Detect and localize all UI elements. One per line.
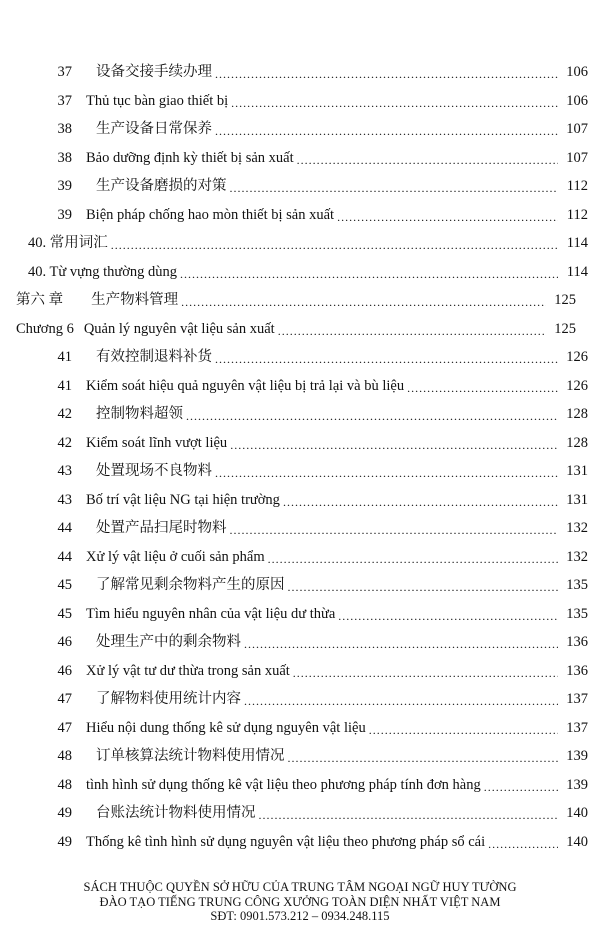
toc-entry-page-number: 125	[554, 320, 576, 337]
toc-entry-page-number: 137	[566, 691, 588, 707]
toc-entry-title: Bố trí vật liệu NG tại hiện trường	[86, 491, 280, 508]
table-of-contents	[0, 58, 600, 856]
toc-dot-leader	[230, 439, 558, 451]
toc-dot-leader	[186, 410, 558, 422]
toc-dot-leader	[230, 524, 559, 536]
toc-entry-page-number: 126	[566, 377, 588, 394]
toc-entry[interactable]	[0, 571, 588, 600]
toc-entry[interactable]	[0, 486, 588, 515]
toc-entry-page-number: 114	[566, 263, 588, 280]
toc-entry-number: 43	[57, 491, 72, 508]
toc-entry-page-number: 106	[566, 92, 588, 109]
toc-entry-number: 47	[57, 691, 72, 707]
toc-entry-title: 生产设备日常保养	[96, 121, 212, 137]
toc-entry-page-number: 106	[566, 64, 588, 80]
toc-entry[interactable]	[0, 742, 588, 771]
toc-dot-leader	[268, 553, 558, 565]
toc-entry-title: Thủ tục bàn giao thiết bị	[86, 92, 229, 109]
toc-entry[interactable]	[0, 600, 588, 629]
toc-dot-leader	[215, 467, 558, 479]
toc-entry-title: 处置产品扫尾时物料	[96, 520, 227, 536]
toc-entry-number: 49	[57, 833, 72, 850]
toc-entry[interactable]	[0, 372, 588, 401]
toc-entry[interactable]	[0, 58, 588, 87]
toc-entry[interactable]	[0, 514, 588, 543]
toc-entry-number: 39	[57, 206, 72, 223]
toc-entry-number: 41	[57, 349, 72, 365]
toc-dot-leader	[215, 125, 558, 137]
toc-entry-title: 有效控制退料补货	[96, 349, 212, 365]
footer-ownership-line: SÁCH THUỘC QUYỀN SỞ HỮU CỦA TRUNG TÂM NGOẠI NGỮ HUY TƯỜNG	[83, 880, 517, 894]
toc-entry-title: tình hình sử dụng thống kê vật liệu theo phương pháp tính đơn hàng	[86, 776, 481, 793]
toc-dot-leader	[244, 695, 558, 707]
toc-dot-leader	[488, 838, 558, 850]
toc-entry-page-number: 126	[566, 349, 588, 365]
toc-entry[interactable]	[0, 714, 588, 743]
toc-entry-number: 43	[57, 463, 72, 479]
toc-entry-title: 处置现场不良物料	[96, 463, 212, 479]
toc-entry-title: Xử lý vật liệu ở cuối sản phẩm	[86, 548, 265, 565]
toc-entry-number: 第六 章	[16, 292, 64, 308]
toc-entry[interactable]	[0, 457, 588, 486]
toc-entry-title: 40. Từ vựng thường dùng	[28, 263, 177, 280]
toc-entry-number: 42	[57, 434, 72, 451]
toc-entry-title: Kiểm soát lĩnh vượt liệu	[86, 434, 228, 451]
toc-entry-page-number: 139	[566, 776, 588, 793]
toc-dot-leader	[407, 382, 558, 394]
toc-entry-page-number: 128	[566, 406, 588, 422]
toc-dot-leader	[337, 211, 558, 223]
toc-entry[interactable]	[0, 115, 588, 144]
toc-entry-title: 生产物料管理	[91, 292, 179, 308]
toc-entry[interactable]	[0, 628, 588, 657]
toc-entry-title: Biện pháp chống hao mòn thiết bị sản xuất	[86, 206, 335, 223]
toc-entry-number: 47	[57, 719, 72, 736]
toc-entry-title: Thống kê tình hình sử dụng nguyên vật liệu theo phương pháp sổ cái	[86, 833, 486, 850]
toc-entry-number: 37	[57, 64, 72, 80]
toc-entry-page-number: 136	[566, 634, 588, 650]
toc-entry-page-number: 135	[566, 577, 588, 593]
toc-entry-page-number: 136	[566, 662, 588, 679]
toc-entry-number: 45	[57, 577, 72, 593]
toc-entry[interactable]	[0, 799, 588, 828]
toc-entry-page-number: 128	[566, 434, 588, 451]
toc-entry-page-number: 114	[566, 235, 588, 251]
toc-entry-number: Chương 6	[16, 320, 74, 337]
toc-entry[interactable]	[0, 201, 588, 230]
toc-entry[interactable]	[0, 343, 588, 372]
toc-dot-leader	[288, 581, 559, 593]
toc-entry-number: 37	[57, 92, 72, 109]
toc-entry[interactable]	[0, 315, 576, 344]
toc-entry-number: 39	[57, 178, 72, 194]
toc-entry-number: 46	[57, 634, 72, 650]
toc-entry-title: 设备交接手续办理	[96, 64, 212, 80]
toc-entry-page-number: 139	[566, 748, 588, 764]
toc-entry-title: Tìm hiểu nguyên nhân của vật liệu dư thừa	[86, 605, 336, 622]
toc-entry-page-number: 107	[566, 149, 588, 166]
toc-entry-title: 订单核算法统计物料使用情况	[96, 748, 285, 764]
toc-dot-leader	[215, 68, 558, 80]
toc-entry-title: Kiểm soát hiệu quả nguyên vật liệu bị trả lại và bù liệu	[86, 377, 405, 394]
toc-entry-title: 生产设备磨损的对策	[96, 178, 227, 194]
toc-dot-leader	[484, 781, 558, 793]
toc-entry-number: 42	[57, 406, 72, 422]
toc-dot-leader	[259, 809, 559, 821]
toc-entry[interactable]	[0, 172, 588, 201]
toc-entry-number: 44	[57, 520, 72, 536]
toc-entry-page-number: 125	[554, 292, 576, 308]
toc-entry-title: Quản lý nguyên vật liệu sản xuất	[83, 320, 275, 337]
toc-entry[interactable]	[0, 258, 588, 287]
toc-entry-page-number: 107	[566, 121, 588, 137]
toc-entry-page-number: 131	[566, 463, 588, 479]
toc-dot-leader	[338, 610, 558, 622]
toc-entry-page-number: 132	[566, 548, 588, 565]
toc-dot-leader	[278, 325, 546, 337]
toc-entry-number: 41	[57, 377, 72, 394]
toc-entry-page-number: 112	[566, 206, 588, 223]
footer-training-line: ĐÀO TẠO TIẾNG TRUNG CÔNG XƯỞNG TOÀN DIỆN NHẤT VIỆT NAM	[99, 894, 501, 909]
toc-dot-leader	[244, 638, 558, 650]
toc-dot-leader	[297, 154, 558, 166]
toc-entry-number: 49	[57, 805, 72, 821]
toc-entry-page-number: 140	[566, 805, 588, 821]
toc-entry[interactable]	[0, 828, 588, 857]
toc-entry-number: 38	[57, 121, 72, 137]
toc-entry-page-number: 132	[566, 520, 588, 536]
toc-entry-number: 44	[57, 548, 72, 565]
toc-entry-title: 40. 常用词汇	[28, 235, 108, 251]
toc-entry[interactable]	[0, 286, 576, 315]
toc-entry-title: Hiểu nội dung thống kê sử dụng nguyên vật liệu	[86, 719, 366, 736]
toc-entry[interactable]	[0, 229, 588, 258]
toc-dot-leader	[181, 296, 546, 308]
toc-entry-title: 处理生产中的剩余物料	[96, 634, 241, 650]
toc-dot-leader	[180, 268, 558, 280]
toc-entry-page-number: 131	[566, 491, 588, 508]
toc-dot-leader	[231, 97, 558, 109]
toc-entry[interactable]	[0, 87, 588, 116]
toc-dot-leader	[111, 239, 558, 251]
toc-dot-leader	[293, 667, 558, 679]
footer-phone-line: SĐT: 0901.573.212 – 0934.248.115	[210, 909, 390, 923]
toc-dot-leader	[288, 752, 559, 764]
toc-entry-page-number: 140	[566, 833, 588, 850]
toc-dot-leader	[215, 353, 558, 365]
toc-entry[interactable]	[0, 543, 588, 572]
toc-entry-number: 38	[57, 149, 72, 166]
toc-entry[interactable]	[0, 771, 588, 800]
toc-entry-title: 台账法统计物料使用情况	[96, 805, 256, 821]
toc-entry-title: Xử lý vật tư dư thừa trong sản xuất	[86, 662, 290, 679]
toc-entry[interactable]	[0, 657, 588, 686]
toc-entry-page-number: 112	[566, 178, 588, 194]
toc-entry-number: 46	[57, 662, 72, 679]
toc-entry[interactable]	[0, 685, 588, 714]
toc-entry-title: 控制物料超领	[96, 406, 183, 422]
toc-entry-number: 48	[57, 748, 72, 764]
toc-dot-leader	[369, 724, 558, 736]
toc-dot-leader	[230, 182, 559, 194]
toc-entry-number: 48	[57, 776, 72, 793]
toc-entry-number: 45	[57, 605, 72, 622]
page-footer	[0, 880, 600, 924]
toc-entry-title: 了解常见剩余物料产生的原因	[96, 577, 285, 593]
toc-entry-title: Bảo dưỡng định kỳ thiết bị sản xuất	[86, 149, 294, 166]
toc-entry[interactable]	[0, 400, 588, 429]
toc-dot-leader	[283, 496, 558, 508]
toc-entry-title: 了解物料使用统计内容	[96, 691, 241, 707]
toc-entry-page-number: 135	[566, 605, 588, 622]
toc-entry-page-number: 137	[566, 719, 588, 736]
toc-entry[interactable]	[0, 144, 588, 173]
toc-entry[interactable]	[0, 429, 588, 458]
